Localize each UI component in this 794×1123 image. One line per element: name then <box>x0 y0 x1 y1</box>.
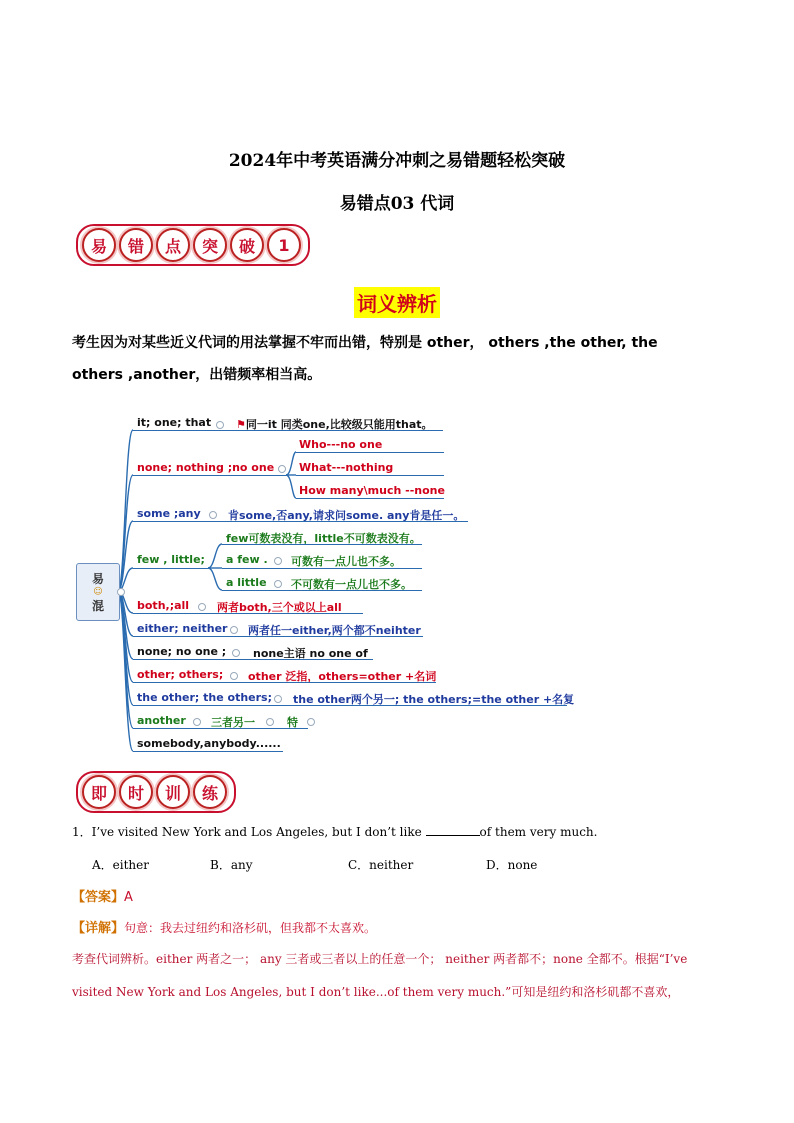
branch-line <box>133 430 443 431</box>
node-another-note: 三者另一 <box>211 716 255 729</box>
node-few-b: a few . <box>226 553 268 566</box>
node-some-note: 肯some,否any,请求问some. any肯是任一。 <box>228 509 465 522</box>
option-a: A．either <box>92 858 149 872</box>
collapse-dot-icon <box>193 718 201 726</box>
node-some: some ;any <box>137 507 201 520</box>
node-both-note: 两者both,三个或以上all <box>217 601 342 614</box>
expand-dot-icon <box>307 718 315 726</box>
intro-line: 考生因为对某些近义代词的用法掌握不牢而出错，特别是 other， others ,the other, the <box>72 335 658 351</box>
root-emoji-icon: ☺ <box>93 587 103 597</box>
collapse-dot-icon <box>274 580 282 588</box>
mind-map-root <box>76 563 120 621</box>
node-few: few , little; <box>137 553 205 566</box>
badge-practice <box>76 771 236 813</box>
collapse-dot-icon <box>278 465 286 473</box>
explanation-meaning: 句意：我去过纽约和洛杉矶，但我都不太喜欢。 <box>124 921 377 935</box>
answer-value: A <box>124 890 133 905</box>
explanation-line <box>72 917 376 936</box>
node-another-note2: 特 <box>287 716 298 729</box>
collapse-dot-icon <box>198 603 206 611</box>
node-none: none; nothing ;no one <box>137 461 275 474</box>
node-few-a: few可数表没有，little不可数表没有。 <box>226 532 421 545</box>
node-noone: none; no one ; <box>137 645 227 658</box>
branch-line <box>133 613 363 614</box>
node-it: it; one; that <box>137 416 212 429</box>
node-it-note: ⚑同一it 同类one,比较级只能用that。 <box>236 418 433 431</box>
badge-char: 破 <box>230 228 264 262</box>
badge-char: 时 <box>119 775 153 809</box>
branch-line <box>133 636 423 637</box>
badge-char: 错 <box>119 228 153 262</box>
branch-line <box>296 452 444 453</box>
root-top-label: 易 <box>91 572 104 586</box>
answer-blank <box>426 825 480 836</box>
node-somebody: somebody,anybody...... <box>137 737 281 750</box>
root-bottom-label: 混 <box>91 599 104 613</box>
node-theother: the other; the others; <box>137 691 272 704</box>
node-both: both,;all <box>137 599 190 612</box>
explanation-body: 考查代词辨析。either 两者之一； any 三者或三者以上的任意一个； neither 两者都不；none 全都不。根据“I’ve <box>72 952 688 966</box>
branch-line <box>133 682 436 683</box>
option-d: D．none <box>486 858 538 872</box>
collapse-dot-icon <box>230 626 238 634</box>
branch-line <box>222 544 422 545</box>
node-either-note: 两者任一either,两个都不neihter <box>248 624 421 637</box>
flag-icon: ⚑ <box>236 418 246 431</box>
node-other: other; others; <box>137 668 224 681</box>
node-few-c: a little <box>226 576 267 589</box>
collapse-dot-icon <box>266 718 274 726</box>
node-none-c: How many\much --none <box>299 484 445 497</box>
node-none-b: What---nothing <box>299 461 394 474</box>
branch-line <box>133 475 286 476</box>
explanation-body: visited New York and Los Angeles, but I don’t like...of them very much.”可知是纽约和洛杉矶都不喜欢， <box>72 985 680 999</box>
node-noone-note: none主语 no one of <box>253 647 368 660</box>
collapse-dot-icon <box>232 649 240 657</box>
collapse-dot-icon <box>209 511 217 519</box>
badge-char: 练 <box>193 775 227 809</box>
branch-line <box>296 498 444 499</box>
branch-line <box>133 751 283 752</box>
badge-char: 1 <box>267 228 301 262</box>
intro-line: others ,another，出错频率相当高。 <box>72 367 322 383</box>
branch-line <box>222 590 422 591</box>
branch-line <box>133 705 567 706</box>
node-either: either; neither <box>137 622 228 635</box>
section-title: 词义辨析 <box>354 287 440 318</box>
badge-char: 训 <box>156 775 190 809</box>
document-subtitle: 易错点03 代词 <box>339 194 455 214</box>
badge-char: 点 <box>156 228 190 262</box>
branch-line <box>222 568 422 569</box>
question-stem: 1．I’ve visited New York and Los Angeles, but I don’t like of them very much. <box>72 825 598 839</box>
node-other-note: other 泛指，others=other +名词 <box>248 670 437 683</box>
branch-line <box>133 659 373 660</box>
branch-line <box>296 475 444 476</box>
node-another: another <box>137 714 186 727</box>
answer-tag: 【答案】 <box>72 890 125 905</box>
option-c: C．neither <box>348 858 414 872</box>
branch-line <box>133 728 308 729</box>
collapse-dot-icon <box>117 588 125 596</box>
node-few-b-note: 可数有一点儿也不多。 <box>291 555 401 568</box>
badge-char: 突 <box>193 228 227 262</box>
collapse-dot-icon <box>230 672 238 680</box>
collapse-dot-icon <box>274 695 282 703</box>
document-title: 2024年中考英语满分冲刺之易错题轻松突破 <box>228 151 566 171</box>
explanation-tag: 【详解】 <box>72 921 125 936</box>
node-none-a: Who---no one <box>299 438 383 451</box>
answer-line <box>72 886 133 905</box>
collapse-dot-icon <box>216 421 224 429</box>
node-few-c-note: 不可数有一点儿也不多。 <box>291 578 412 591</box>
collapse-dot-icon <box>274 557 282 565</box>
option-b: B．any <box>210 858 253 872</box>
branch-line <box>133 568 208 569</box>
branch-line <box>133 521 468 522</box>
node-theother-note: the other两个另一; the others;=the other +名复 <box>293 693 575 706</box>
badge-char: 即 <box>82 775 116 809</box>
badge-char: 易 <box>82 228 116 262</box>
